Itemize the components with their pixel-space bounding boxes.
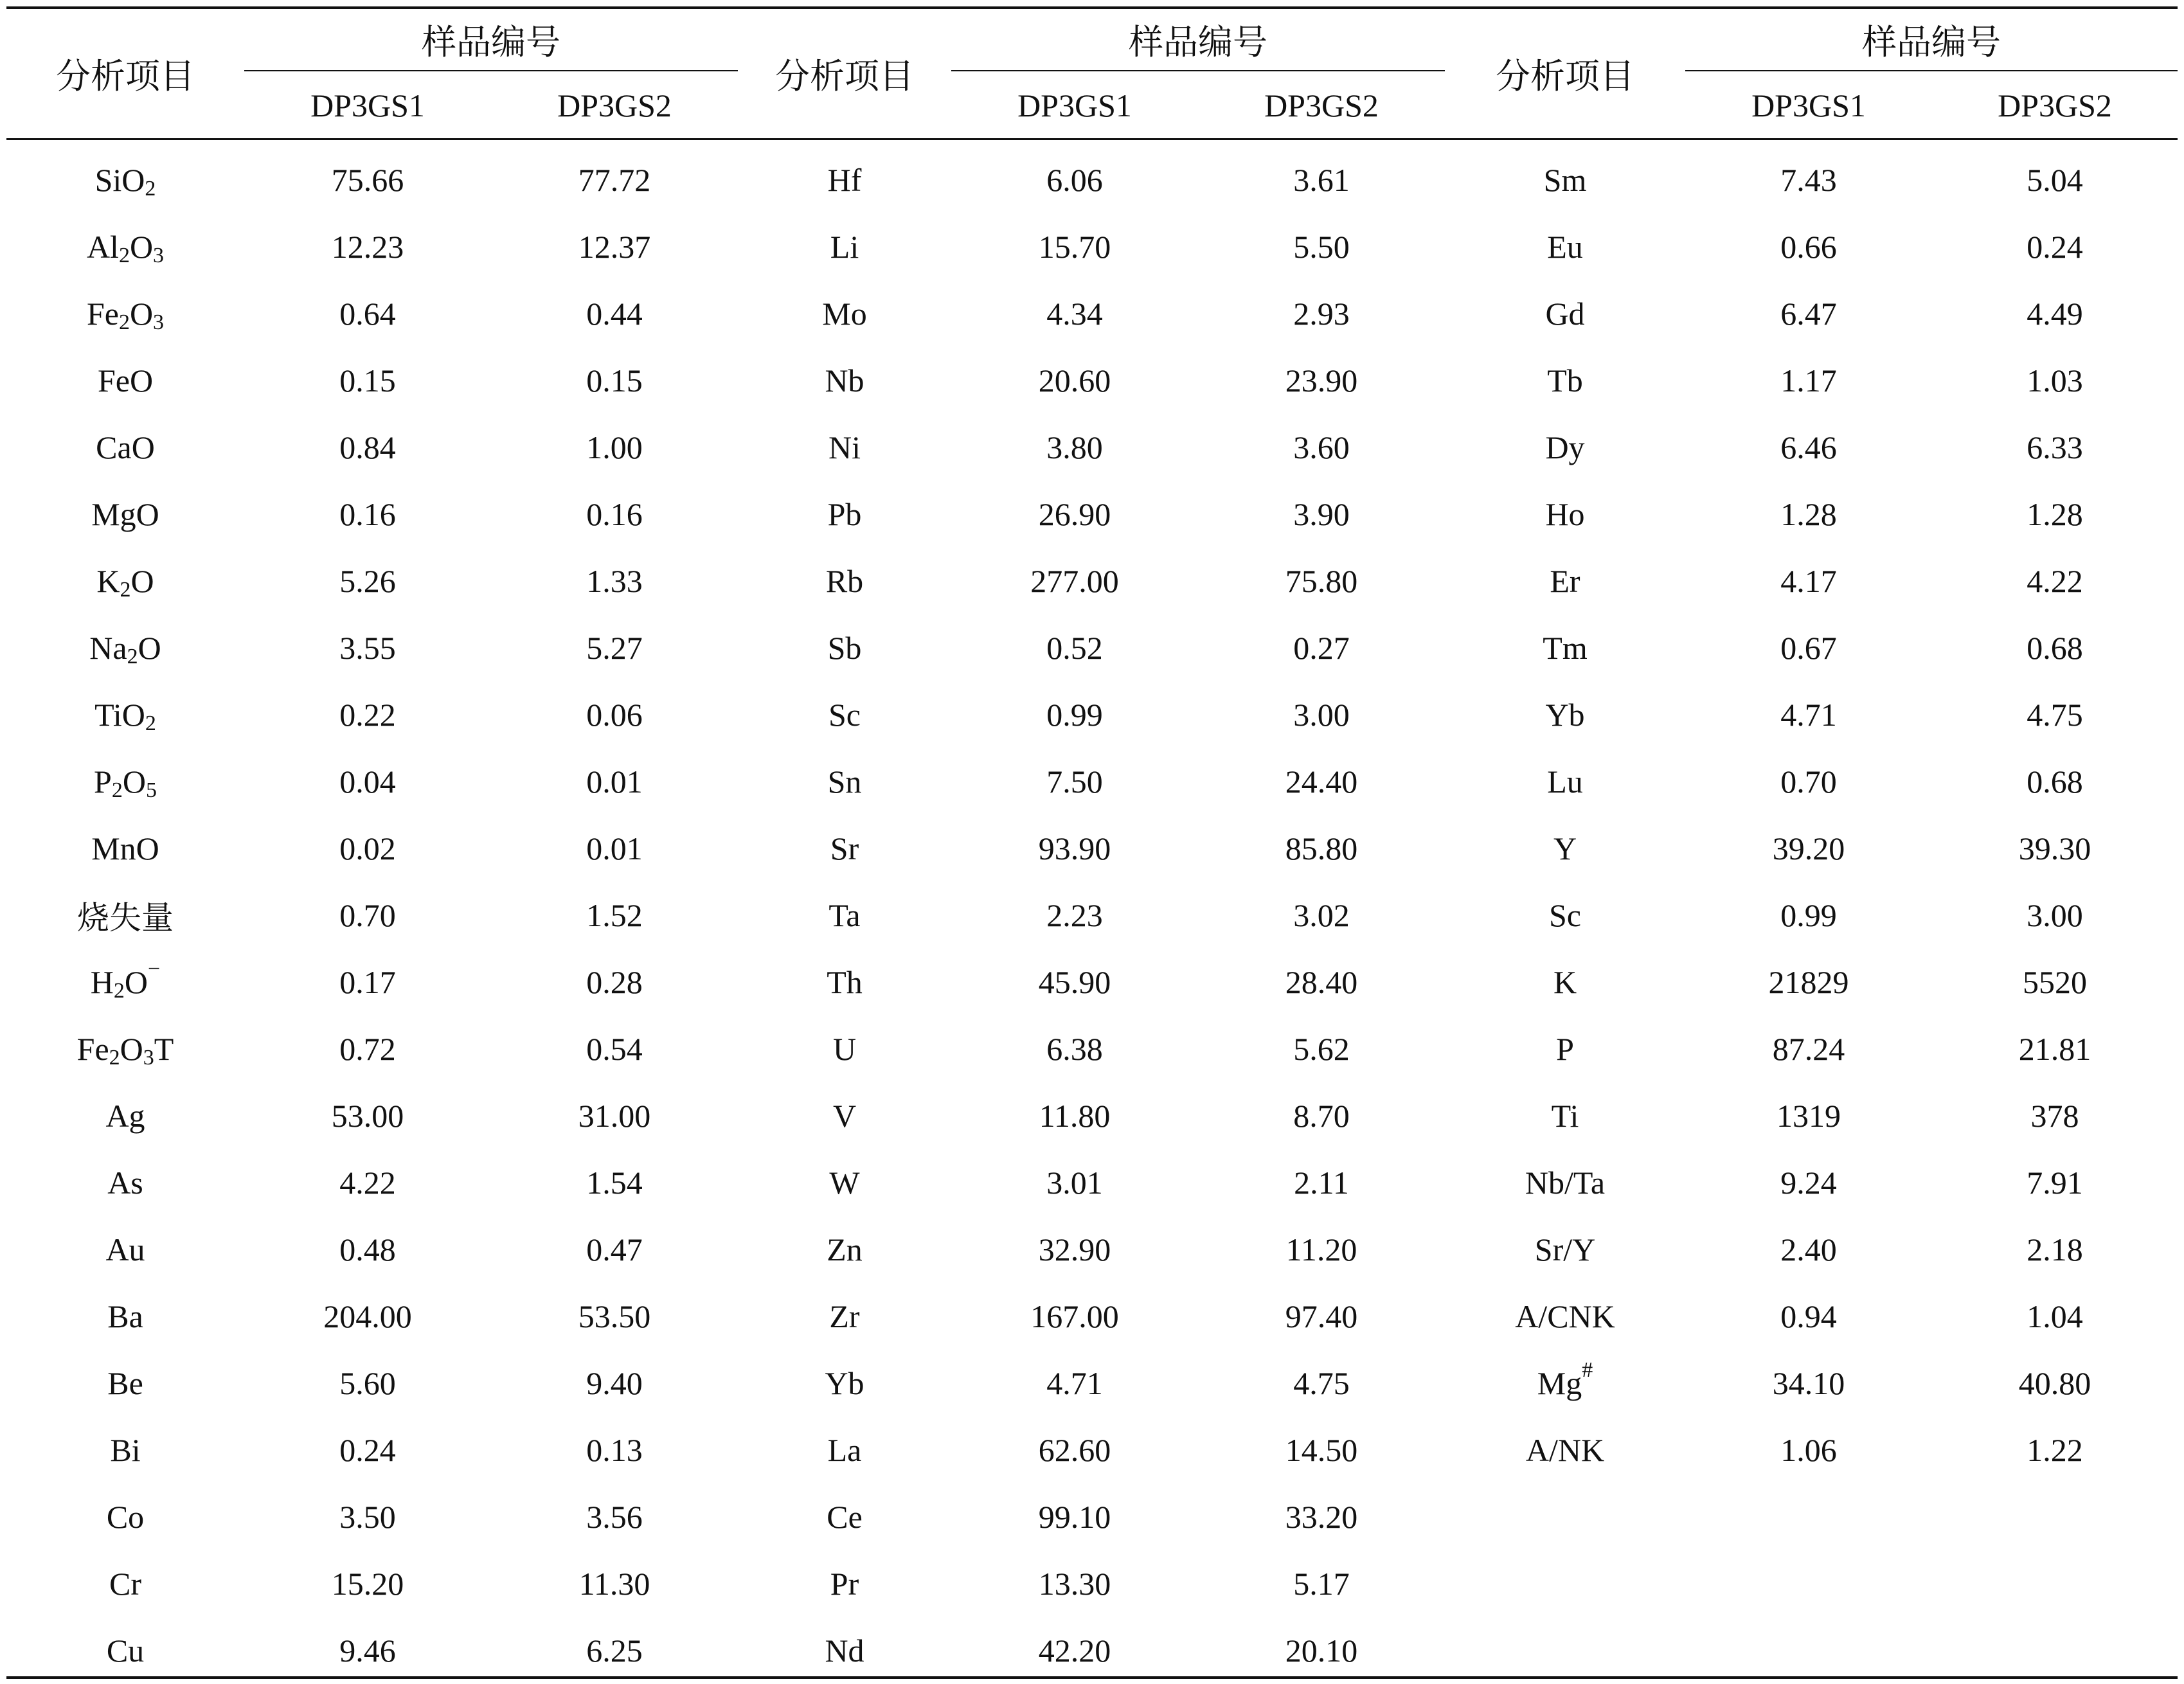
value-cell: Nd (825, 1633, 864, 1669)
value-cell: 1.03 (2027, 363, 2083, 399)
value-cell: 39.30 (2018, 830, 2091, 866)
value-cell: 77.72 (578, 162, 651, 198)
value-cell: 75.66 (331, 162, 404, 198)
value-cell: 15.70 (1038, 229, 1111, 265)
table-row (6, 1350, 2178, 1417)
value-cell: Ni (828, 429, 861, 465)
value-cell: U (832, 1031, 857, 1067)
sample-number-header: 样品编号 (1129, 23, 1267, 62)
sample-group-rule-2 (951, 70, 1445, 71)
value-cell: 53.50 (578, 1298, 651, 1334)
formula-part: Co (106, 1499, 145, 1535)
analysis-item-cell (1445, 748, 1685, 815)
analysis-item-cell (1445, 481, 1685, 548)
formula-part: T (154, 1031, 174, 1067)
formula-part: MnO (91, 830, 159, 866)
value-cell: 33.20 (1285, 1499, 1358, 1535)
value-cell: 4.22 (339, 1165, 396, 1201)
value-cell: 97.40 (1285, 1298, 1358, 1334)
formula-part: TiO (94, 697, 145, 733)
value-cell: 20.10 (1285, 1633, 1358, 1669)
analysis-item-cell (6, 481, 244, 548)
analysis-item-cell (6, 1550, 244, 1617)
table-row (6, 681, 2178, 748)
value-cell: 87.24 (1772, 1031, 1845, 1067)
analysis-item-cell (1445, 1617, 1685, 1684)
value-cell: 0.54 (586, 1031, 643, 1067)
value-cell: 8.70 (1293, 1098, 1350, 1134)
header-rule (6, 138, 2178, 140)
value-cell: La (827, 1432, 862, 1468)
value-cell: 0.68 (2027, 630, 2083, 666)
value-cell: 13.30 (1038, 1566, 1111, 1602)
formula-part: O (120, 1031, 143, 1067)
analysis-item-cell (1445, 1550, 1685, 1617)
analysis-item-cell (6, 414, 244, 481)
value-cell: 3.90 (1293, 496, 1350, 532)
value-cell: 75.80 (1285, 563, 1358, 599)
value-cell: Rb (825, 563, 864, 599)
value-cell: Ce (827, 1499, 863, 1535)
formula-part: Au (105, 1232, 145, 1267)
value-cell: 45.90 (1038, 964, 1111, 1000)
value-cell: 0.06 (586, 697, 643, 733)
value-cell: Pb (827, 496, 862, 532)
value-cell: 3.02 (1293, 897, 1350, 933)
value-cell: 0.84 (339, 429, 396, 465)
value-cell: 0.04 (339, 764, 396, 800)
value-cell: 99.10 (1038, 1499, 1111, 1535)
table-row (6, 1149, 2178, 1216)
value-cell: 21829 (1768, 964, 1849, 1000)
value-cell: 21.81 (2018, 1031, 2091, 1067)
value-cell: 14.50 (1285, 1432, 1358, 1468)
analysis-item-cell: TiO $_2$ (94, 697, 156, 735)
value-cell: 0.70 (1780, 764, 1837, 800)
value-cell: 34.10 (1772, 1365, 1845, 1401)
table-row (6, 1016, 2178, 1082)
formula-part: 烧失量 (77, 900, 174, 936)
value-cell: 0.99 (1046, 697, 1103, 733)
value-cell: 0.47 (586, 1232, 643, 1267)
formula-part: A/CNK (1515, 1298, 1615, 1334)
table-row (6, 1550, 2178, 1617)
value-cell: 0.22 (339, 697, 396, 733)
value-cell: 0.27 (1293, 630, 1350, 666)
value-cell: 0.01 (586, 764, 643, 800)
value-cell: 4.75 (1293, 1365, 1350, 1401)
table-row (6, 147, 2178, 213)
value-cell: 62.60 (1038, 1432, 1111, 1468)
value-cell: 24.40 (1285, 764, 1358, 800)
table-row (6, 949, 2178, 1016)
value-cell: Sb (827, 630, 862, 666)
analysis-item-cell: P $_2$ O $_5$ (94, 764, 157, 802)
value-cell: 0.48 (339, 1232, 396, 1267)
formula-part: K (1553, 964, 1577, 1000)
value-cell: 5.17 (1293, 1566, 1350, 1602)
table-row (6, 1216, 2178, 1283)
value-cell: W (829, 1165, 860, 1201)
sample-col-header: DP3GS2 (1264, 87, 1379, 123)
table-row (6, 414, 2178, 481)
value-cell: 0.15 (339, 363, 396, 399)
value-cell: 6.38 (1046, 1031, 1103, 1067)
value-cell: 7.91 (2027, 1165, 2083, 1201)
formula-part: Be (107, 1365, 143, 1401)
formula-part: Cr (109, 1566, 141, 1602)
value-cell: 11.20 (1285, 1232, 1357, 1267)
value-cell: 4.22 (2027, 563, 2083, 599)
sample-col-header: DP3GS2 (1998, 87, 2112, 123)
value-cell: 1.00 (586, 429, 643, 465)
value-cell: Mo (822, 296, 867, 332)
value-cell: 4.49 (2027, 296, 2083, 332)
value-cell: 7.43 (1780, 162, 1837, 198)
value-cell: Pr (830, 1566, 859, 1602)
table-row (6, 1082, 2178, 1149)
value-cell: 93.90 (1038, 830, 1111, 866)
value-cell: 0.44 (586, 296, 643, 332)
formula-part: Tm (1543, 630, 1588, 666)
formula-part: Eu (1547, 229, 1583, 265)
value-cell: 277.00 (1030, 563, 1119, 599)
value-cell: 4.71 (1046, 1365, 1103, 1401)
analysis-item-cell (1445, 815, 1685, 882)
value-cell: 0.01 (586, 830, 643, 866)
analysis-item-cell (1445, 548, 1685, 614)
formula-part: Y (1553, 830, 1577, 866)
value-cell (1685, 1617, 1932, 1684)
formula-part: Ho (1545, 496, 1585, 532)
value-cell: 15.20 (331, 1566, 404, 1602)
value-cell: 0.28 (586, 964, 643, 1000)
value-cell: 12.37 (578, 229, 651, 265)
value-cell: 1.06 (1780, 1432, 1837, 1468)
table-row (6, 1283, 2178, 1350)
value-cell: 4.71 (1780, 697, 1837, 733)
value-cell: Yb (825, 1365, 864, 1401)
value-cell: 11.80 (1039, 1098, 1111, 1134)
formula-part: O (130, 563, 154, 599)
value-cell: 42.20 (1038, 1633, 1111, 1669)
value-cell: 9.40 (586, 1365, 643, 1401)
value-cell: 4.17 (1780, 563, 1837, 599)
value-cell: 1.54 (586, 1165, 643, 1201)
analysis-item-cell (6, 1149, 244, 1216)
formula-part: Nb/Ta (1525, 1165, 1606, 1201)
analysis-item-cell (1445, 1082, 1685, 1149)
formula-part: Bi (110, 1432, 141, 1468)
sample-col-header: DP3GS2 (557, 87, 672, 123)
analysis-item-cell (1445, 1016, 1685, 1082)
value-cell: 0.13 (586, 1432, 643, 1468)
value-cell: 6.47 (1780, 296, 1837, 332)
value-cell: 39.20 (1772, 830, 1845, 866)
analysis-item-cell: K $_2$ O (96, 563, 154, 602)
formula-part: Gd (1545, 296, 1585, 332)
value-cell: 1.28 (2027, 496, 2083, 532)
formula-part: Sm (1543, 162, 1587, 198)
analysis-item-cell (6, 1283, 244, 1350)
table-row (6, 1417, 2178, 1483)
value-cell: 9.46 (339, 1633, 396, 1669)
value-cell: 0.52 (1046, 630, 1103, 666)
value-cell: Sc (828, 697, 861, 733)
analysis-item-cell (6, 1082, 244, 1149)
value-cell: Sn (827, 764, 862, 800)
formula-part: K (96, 563, 120, 599)
value-cell: 1.17 (1780, 363, 1837, 399)
formula-part: Er (1550, 563, 1580, 599)
value-cell: 0.70 (339, 897, 396, 933)
value-cell: 3.80 (1046, 429, 1103, 465)
analysis-item-cell (1445, 1149, 1685, 1216)
formula-part: Sr/Y (1534, 1232, 1596, 1267)
value-cell: 0.16 (339, 496, 396, 532)
value-cell: 5.26 (339, 563, 396, 599)
value-cell: 204.00 (323, 1298, 412, 1334)
analysis-item-cell (1445, 147, 1685, 213)
analysis-item-cell (6, 1617, 244, 1684)
formula-part: P (94, 764, 112, 800)
value-cell: 0.66 (1780, 229, 1837, 265)
analysis-item-cell (1445, 1283, 1685, 1350)
value-cell: V (832, 1098, 857, 1134)
formula-part: H (90, 964, 114, 1000)
value-cell: 3.01 (1046, 1165, 1103, 1201)
analysis-item-cell (1445, 681, 1685, 748)
value-cell: 53.00 (331, 1098, 404, 1134)
formula-part: Ti (1551, 1098, 1579, 1134)
analysis-item-cell: Na $_2$ O (89, 630, 161, 668)
formula-part: Yb (1545, 697, 1585, 733)
analysis-item-cell: Fe $_2$ O $_3$ T (76, 1031, 174, 1070)
value-cell: 2.93 (1293, 296, 1350, 332)
value-cell: Nb (825, 363, 864, 399)
analysis-item-header: 分析项目 (56, 57, 195, 96)
formula-part: FeO (97, 363, 154, 399)
value-cell: 0.17 (339, 964, 396, 1000)
analysis-item-cell (1445, 614, 1685, 681)
value-cell: 0.02 (339, 830, 396, 866)
formula-part: Sc (1549, 897, 1581, 933)
value-cell: 31.00 (578, 1098, 651, 1134)
formula-part: Lu (1547, 764, 1583, 800)
value-cell: Hf (827, 162, 862, 198)
analysis-item-cell (1445, 414, 1685, 481)
value-cell: 3.56 (586, 1499, 643, 1535)
value-cell: 11.30 (578, 1566, 650, 1602)
value-cell: 0.68 (2027, 764, 2083, 800)
value-cell: 0.67 (1780, 630, 1837, 666)
value-cell: 5.27 (586, 630, 643, 666)
value-cell: 6.46 (1780, 429, 1837, 465)
formula-part: Ba (107, 1298, 143, 1334)
value-cell: 3.00 (2027, 897, 2083, 933)
formula-part: Fe (76, 1031, 109, 1067)
analysis-item-cell (1445, 1216, 1685, 1283)
analysis-item-cell: H $_2$ O − (90, 957, 161, 1003)
table-row (6, 213, 2178, 280)
analysis-item-cell (1445, 280, 1685, 347)
formula-part: SiO (94, 162, 145, 198)
formula-part: O (129, 296, 154, 332)
value-cell: 2.11 (1294, 1165, 1349, 1201)
value-cell: 5.60 (339, 1365, 396, 1401)
formula-part: Dy (1545, 429, 1585, 465)
analysis-item-header: 分析项目 (775, 57, 914, 96)
value-cell: 378 (2030, 1098, 2079, 1134)
table-row (6, 548, 2178, 614)
analysis-item-cell: Al $_2$ O $_3$ (86, 229, 165, 267)
value-cell: 1.28 (1780, 496, 1837, 532)
value-cell: 6.25 (586, 1633, 643, 1669)
table-row (6, 1617, 2178, 1684)
analysis-item-cell (6, 1350, 244, 1417)
value-cell: 0.15 (586, 363, 643, 399)
value-cell: 5.50 (1293, 229, 1350, 265)
analysis-item-cell (1445, 949, 1685, 1016)
value-cell: 20.60 (1038, 363, 1111, 399)
formula-part: Tb (1547, 363, 1583, 399)
analysis-item-cell (6, 1417, 244, 1483)
sample-col-header: DP3GS1 (310, 87, 425, 123)
table-row (6, 882, 2178, 949)
value-cell: 0.16 (586, 496, 643, 532)
value-cell: 2.18 (2027, 1232, 2083, 1267)
value-cell: 23.90 (1285, 363, 1358, 399)
sample-col-header: DP3GS1 (1017, 87, 1132, 123)
analysis-item-cell: Fe $_2$ O $_3$ (86, 296, 165, 334)
value-cell: 40.80 (2018, 1365, 2091, 1401)
value-cell: 1.33 (586, 563, 643, 599)
value-cell: Zr (829, 1298, 860, 1334)
value-cell: 5.62 (1293, 1031, 1350, 1067)
geochemistry-table (6, 6, 2178, 1678)
value-cell: Zn (827, 1232, 863, 1267)
value-cell: 2.40 (1780, 1232, 1837, 1267)
value-cell: Th (827, 964, 863, 1000)
formula-part: Ag (105, 1098, 145, 1134)
value-cell: 0.24 (2027, 229, 2083, 265)
sample-group-rule-3 (1685, 70, 2178, 71)
value-cell: Li (830, 229, 859, 265)
analysis-item-cell (1445, 1483, 1685, 1550)
formula-part: Cu (106, 1633, 145, 1669)
value-cell: 0.64 (339, 296, 396, 332)
analysis-item-cell (1445, 1417, 1685, 1483)
value-cell: 4.75 (2027, 697, 2083, 733)
analysis-item-header: 分析项目 (1496, 57, 1634, 96)
analysis-item-cell (6, 1483, 244, 1550)
value-cell: 3.61 (1293, 162, 1350, 198)
value-cell: Sr (830, 830, 859, 866)
formula-part: O (129, 229, 154, 265)
table-row (6, 748, 2178, 815)
value-cell: 3.00 (1293, 697, 1350, 733)
table-row (6, 481, 2178, 548)
analysis-item-cell: SiO $_2$ (94, 162, 156, 201)
value-cell: 7.50 (1046, 764, 1103, 800)
formula-part: P (1556, 1031, 1574, 1067)
table-row (6, 614, 2178, 681)
value-cell (1932, 1550, 2178, 1617)
value-cell: 26.90 (1038, 496, 1111, 532)
sample-col-header: DP3GS1 (1751, 87, 1866, 123)
value-cell: 0.94 (1780, 1298, 1837, 1334)
value-cell: 1.04 (2027, 1298, 2083, 1334)
value-cell: 12.23 (331, 229, 404, 265)
formula-part: O (122, 764, 146, 800)
value-cell: 3.55 (339, 630, 396, 666)
value-cell: 6.33 (2027, 429, 2083, 465)
value-cell: 1.22 (2027, 1432, 2083, 1468)
value-cell: 5520 (2023, 964, 2087, 1000)
value-cell: 3.60 (1293, 429, 1350, 465)
value-cell: 3.50 (339, 1499, 396, 1535)
value-cell: 28.40 (1285, 964, 1358, 1000)
value-cell: 1.52 (586, 897, 643, 933)
sample-number-header: 样品编号 (1862, 23, 2001, 62)
value-cell (1932, 1483, 2178, 1550)
formula-part: MgO (91, 496, 159, 532)
value-cell (1932, 1617, 2178, 1684)
value-cell: 0.72 (339, 1031, 396, 1067)
sample-group-rule-1 (244, 70, 738, 71)
formula-part: Fe (86, 296, 119, 332)
formula-part: CaO (96, 429, 155, 465)
value-cell: 5.04 (2027, 162, 2083, 198)
analysis-item-cell (6, 347, 244, 414)
table-row (6, 815, 2178, 882)
table-row (6, 347, 2178, 414)
analysis-item-cell (1445, 882, 1685, 949)
formula-part: Na (89, 630, 127, 666)
analysis-item-cell (6, 882, 244, 949)
formula-part: O (124, 964, 148, 1000)
value-cell: 9.24 (1780, 1165, 1837, 1201)
formula-part: Mg (1537, 1365, 1582, 1401)
value-cell: 4.34 (1046, 296, 1103, 332)
formula-part: As (107, 1165, 143, 1201)
table-row (6, 1483, 2178, 1550)
value-cell (1685, 1483, 1932, 1550)
value-cell: 1319 (1777, 1098, 1841, 1134)
value-cell: 0.24 (339, 1432, 396, 1468)
value-cell: 2.23 (1046, 897, 1103, 933)
analysis-item-cell (6, 1216, 244, 1283)
value-cell: 32.90 (1038, 1232, 1111, 1267)
value-cell (1685, 1550, 1932, 1617)
analysis-item-cell: Mg # (1537, 1358, 1593, 1401)
value-cell: 85.80 (1285, 830, 1358, 866)
formula-part: Al (86, 229, 119, 265)
table-row (6, 280, 2178, 347)
value-cell: 167.00 (1030, 1298, 1119, 1334)
analysis-item-cell (6, 815, 244, 882)
sample-number-header: 样品编号 (422, 23, 560, 62)
analysis-item-cell (1445, 347, 1685, 414)
formula-part: O (138, 630, 161, 666)
value-cell: Ta (828, 897, 861, 933)
value-cell: 6.06 (1046, 162, 1103, 198)
analysis-item-cell (1445, 213, 1685, 280)
value-cell: 0.99 (1780, 897, 1837, 933)
formula-part: A/NK (1525, 1432, 1605, 1468)
